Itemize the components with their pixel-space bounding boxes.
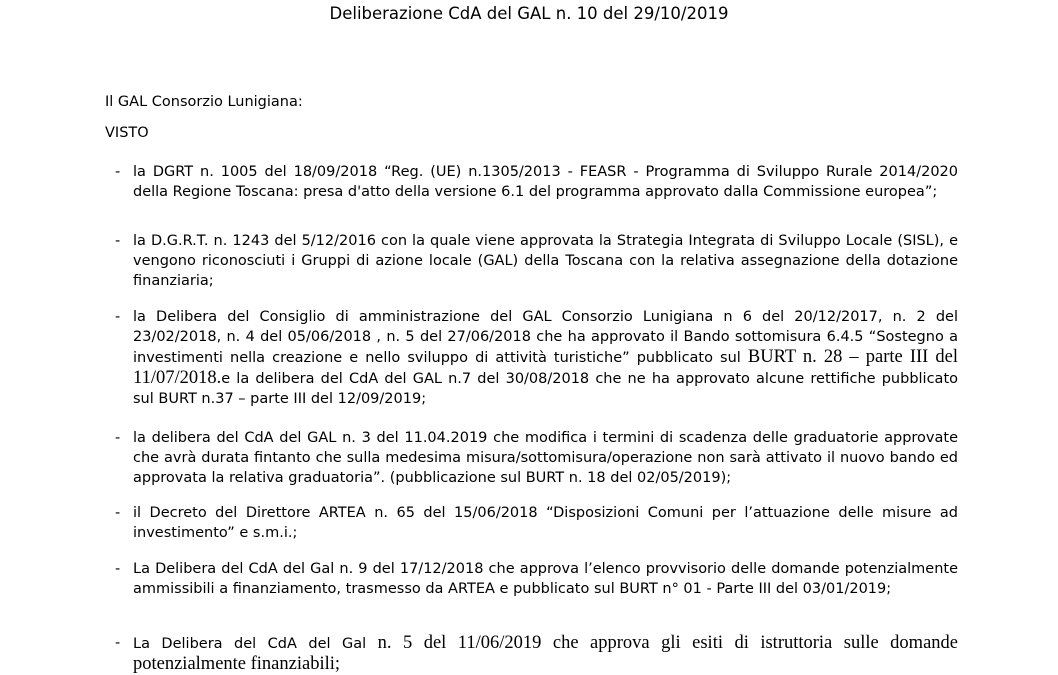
list-item-text-part: La Delibera del CdA del Gal (133, 636, 367, 652)
bullet-dash: - (115, 561, 121, 577)
bullet-dash: - (115, 233, 121, 249)
intro-line: Il GAL Consorzio Lunigiana: (105, 94, 303, 110)
bullet-dash: - (115, 309, 121, 325)
list-item-text: il Decreto del Direttore ARTEA n. 65 del 15/06/2018 “Disposizioni Comuni per l’attuazione delle misure ad investimento” e s.m.i.; (133, 505, 958, 541)
list-item-text: La Delibera del CdA del Gal n. 9 del 17/12/2018 che approva l’elenco provvisorio delle domande potenzialmente ammissibili a finanziamento, trasmesso da ARTEA e pubblicato sul BURT n° 01 - Parte III del 03/01/2019; (133, 561, 958, 597)
list-item-text-part: la Delibera del Consiglio di amministrazione del GAL Consorzio Lunigiana n 6 del 20/12/2017, n. 2 del 23/02/2018, n. 4 del 05/06/2018 , n. 5 del 27/06/2018 che ha approvato il Bando sottomisura 6.4.5 “Sostegno a investimenti nella creazione e nello sviluppo di attività turistiche” pubblicato sul (133, 309, 958, 366)
list-item (105, 559, 958, 599)
list-item-text: la delibera del CdA del GAL n. 3 del 11.04.2019 che modifica i termini di scadenza delle graduatorie approvate che avrà durata fintanto che sulla medesima misura/sottomisura/operazione non sarà attivato il nuovo bando ed approvata la relativa graduatoria”. (pubblicazione sul BURT n. 18 del 02/05/2019); (133, 430, 958, 486)
list-item (105, 503, 958, 543)
bullet-dash: - (115, 164, 121, 180)
list-item (105, 307, 958, 409)
burt-reference: BURT n. 28 – parte III del 11/07/2018. (133, 347, 958, 388)
list-item-text: la DGRT n. 1005 del 18/09/2018 “Reg. (UE) n.1305/2013 - FEASR - Programma di Sviluppo Rurale 2014/2020 della Regione Toscana: presa d'atto della versione 6.1 del programma approvato dalla Commissione europea”; (133, 164, 958, 200)
list-item-text-part: n. 5 del 11/06/2019 che approva gli esiti di istruttoria sulle domande potenzialmente finanziabili; (133, 633, 958, 674)
list-item-text-part: e la delibera del CdA del GAL n.7 del 30/08/2018 che ne ha approvato alcune rettifiche pubblicato sul BURT n.37 – parte III del 12/09/2019; (133, 371, 958, 407)
section-heading: VISTO (105, 125, 149, 141)
list-item-text (133, 307, 958, 409)
list-item-text: la D.G.R.T. n. 1243 del 5/12/2016 con la quale viene approvata la Strategia Integrata di Sviluppo Locale (SISL), e vengono riconosciuti i Gruppi di azione locale (GAL) della Toscana con la relativa assegnazione della dotazione finanziaria; (133, 233, 958, 289)
list-item (105, 231, 958, 291)
bullet-dash: - (115, 635, 121, 651)
bullet-dash: - (115, 505, 121, 521)
list-item-text (133, 633, 958, 675)
bullet-dash: - (115, 430, 121, 446)
list-item (105, 162, 958, 202)
document-title: Deliberazione CdA del GAL n. 10 del 29/10/2019 (329, 4, 729, 23)
list-item (105, 633, 958, 675)
list-item (105, 428, 958, 488)
